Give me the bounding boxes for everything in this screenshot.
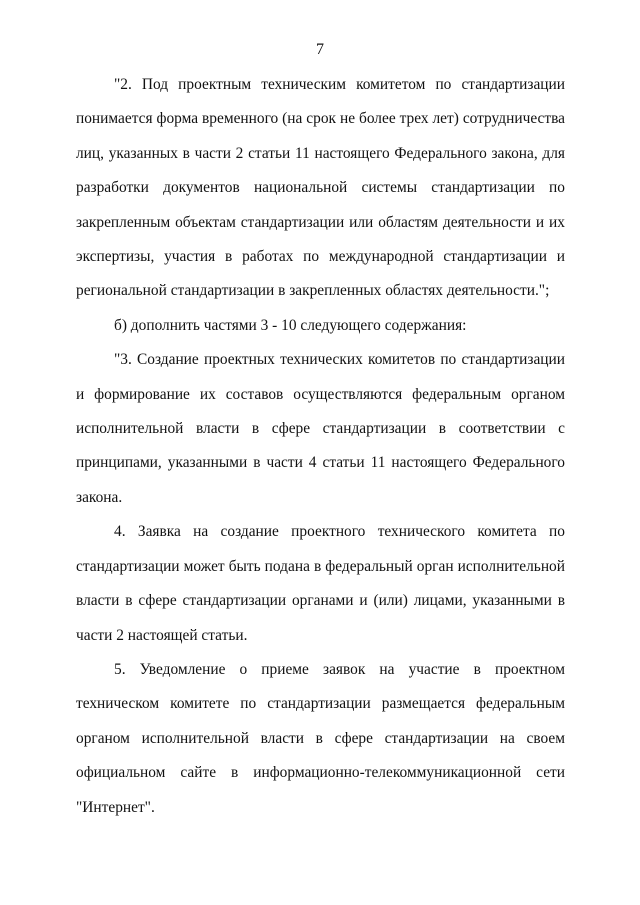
paragraph-clause-4: 4. Заявка на создание проектного технического комитета по стандартизации может быть подана в федеральный орган исполнительной власти в сфере стандартизации органами и (или) лицами, указанными в части 2 настоящей статьи. [76,523,565,644]
document-body [76,68,565,825]
paragraph-clause-2: "2. Под проектным техническим комитетом по стандартизации понимается форма временного (на срок не более трех лет) сотрудничества лиц, указанных в части 2 статьи 11 настоящего Федерального закона, для разработки документов национальной системы стандартизации по закрепленным объектам стандартизации или областям деятельности и их экспертизы, участия в работах по международной стандартизации и региональной стандартизации в закрепленных областях деятельности."; [76,76,565,300]
paragraph-amendment-b: б) дополнить частями 3 - 10 следующего содержания: [114,316,467,334]
paragraph-clause-5: 5. Уведомление о приеме заявок на участие в проектном техническом комитете по стандартизации размещается федеральным органом исполнительной власти в сфере стандартизации на своем официальном сайте в информационно-телекоммуникационной сети "Интернет". [76,660,565,816]
page-number: 7 [316,41,324,58]
paragraph-clause-3: "3. Создание проектных технических комитетов по стандартизации и формирование их составов осуществляются федеральным органом исполнительной власти в сфере стандартизации в соответствии с принципами, указанными в части 4 статьи 11 настоящего Федерального закона. [76,351,565,506]
